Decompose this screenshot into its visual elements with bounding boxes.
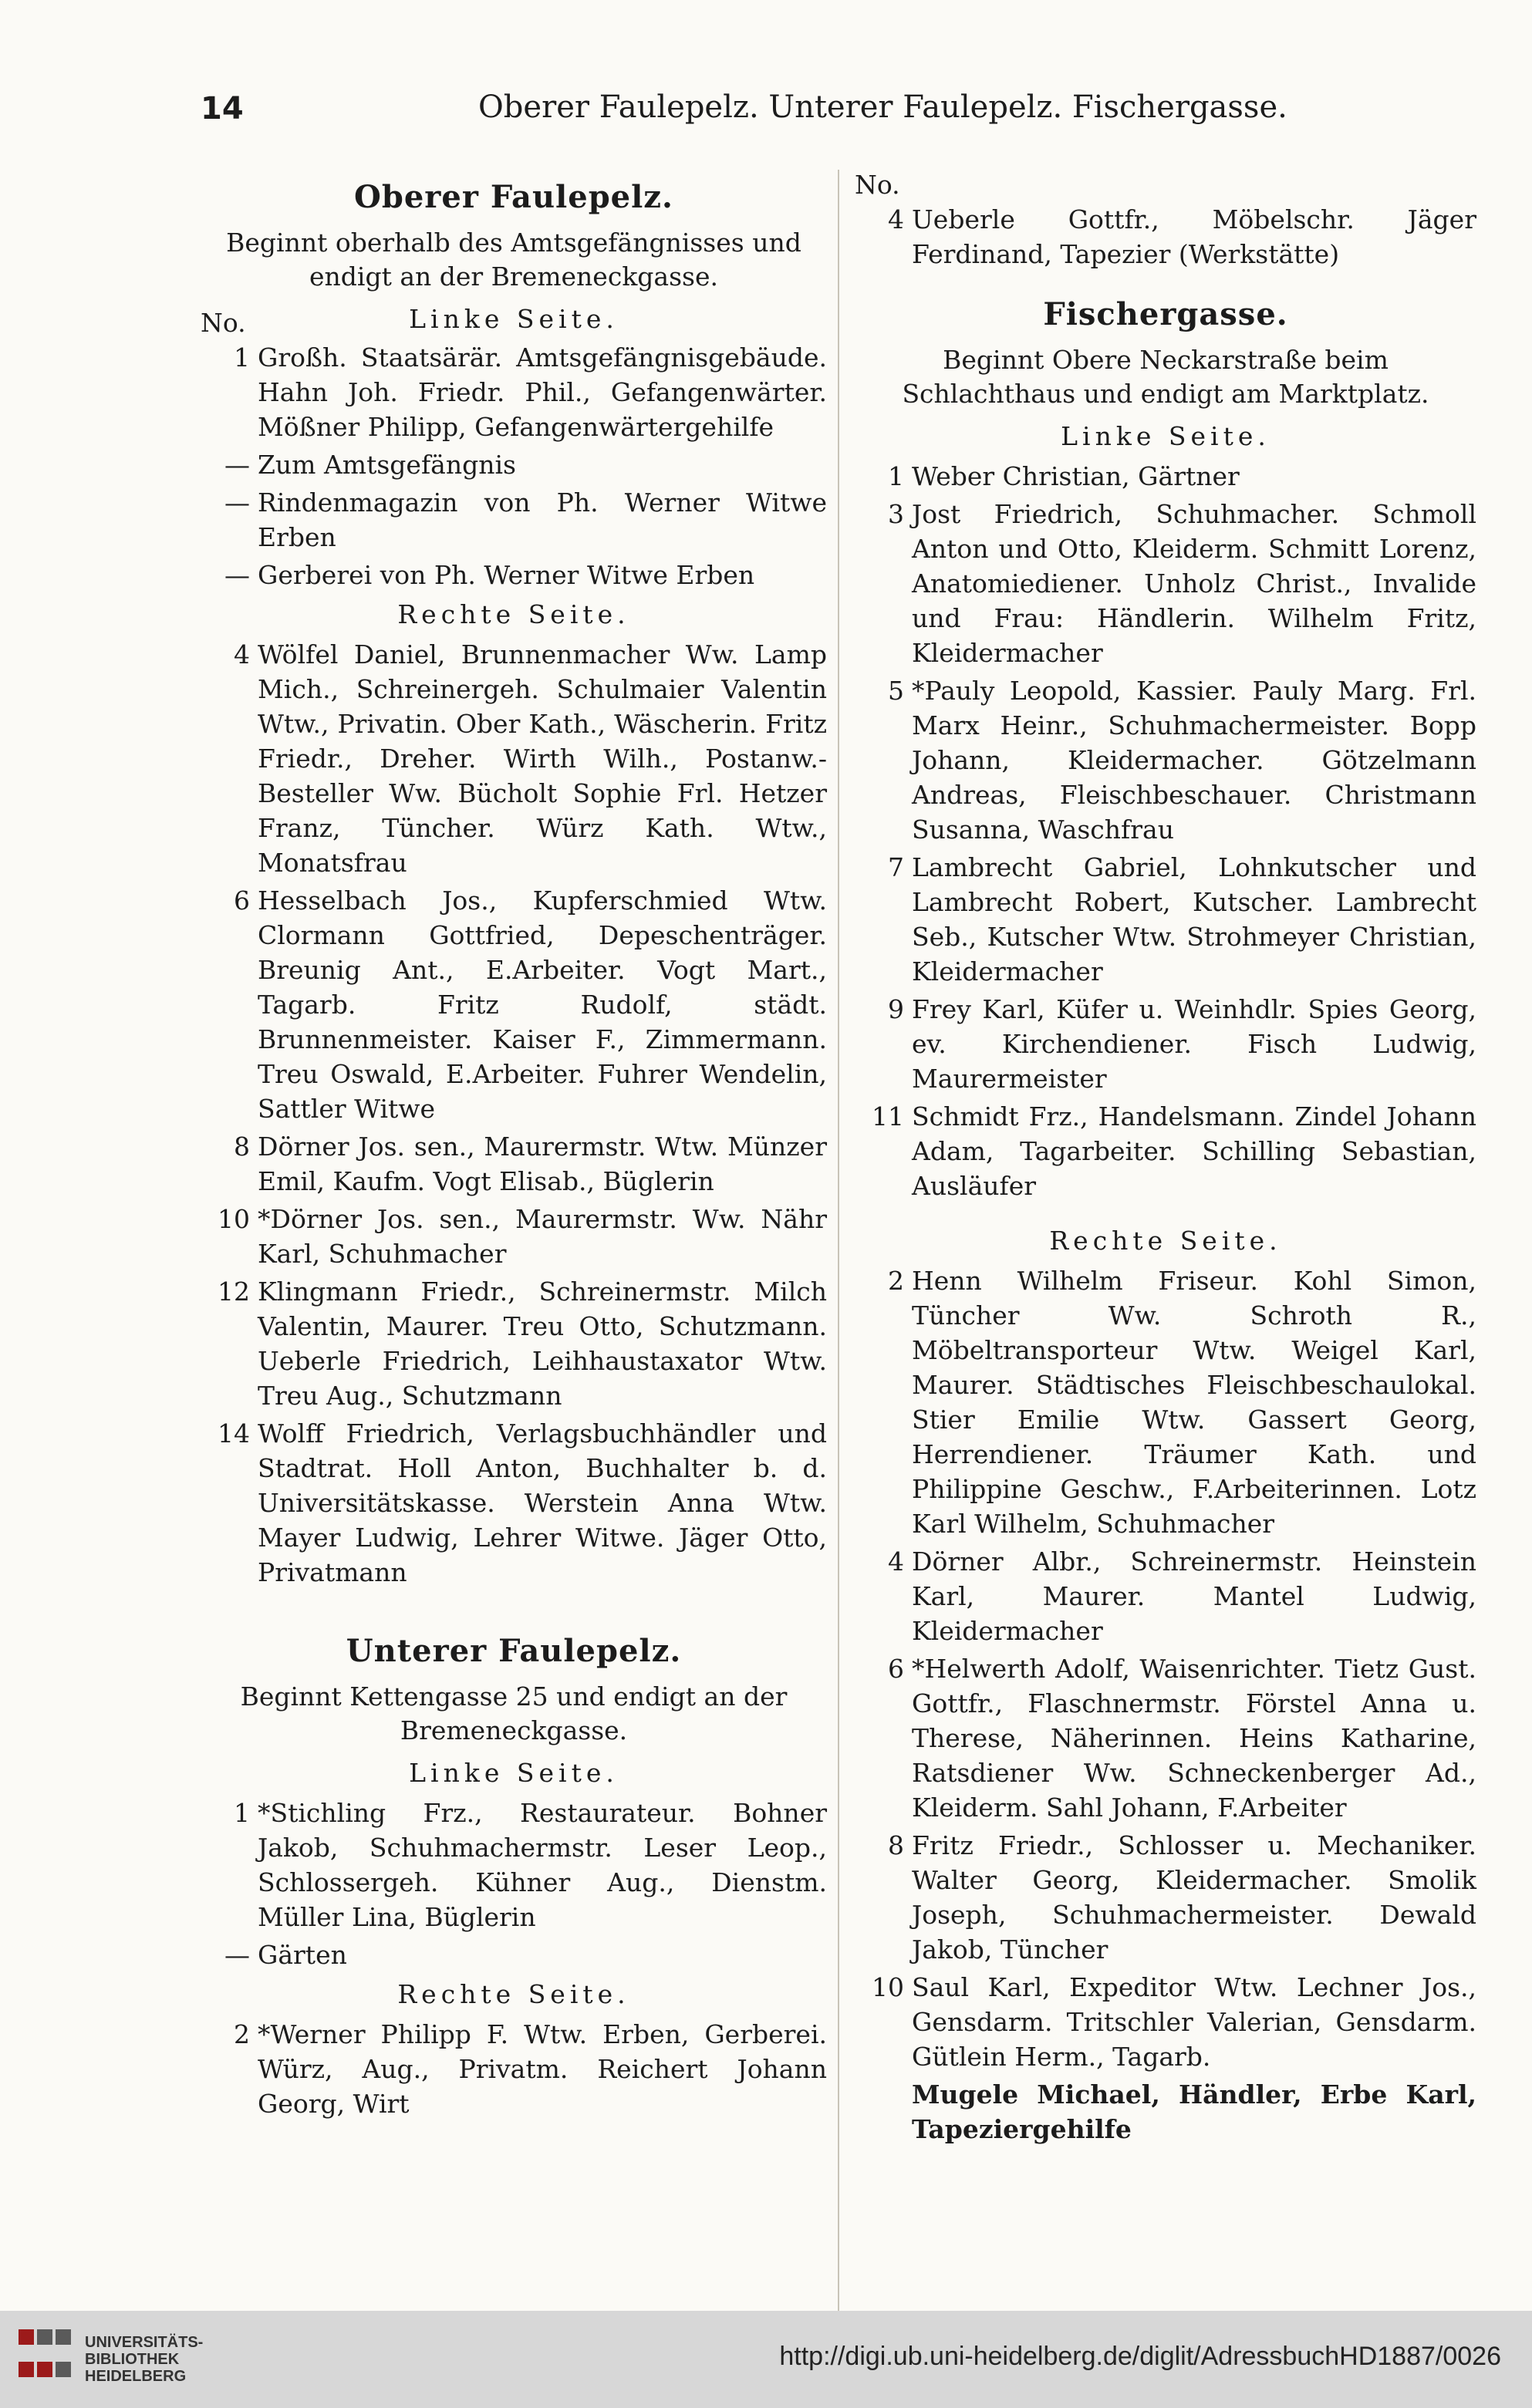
house-number: 8 (234, 1131, 250, 1162)
house-number: 11 (872, 1101, 904, 1131)
directory-entry (201, 1796, 827, 1934)
resident-listing: Rindenmagazin von Ph. Werner Witwe Erben (258, 487, 827, 552)
house-number: 4 (888, 1546, 904, 1577)
directory-entry (855, 1828, 1476, 1967)
entry-list (201, 1796, 827, 1972)
running-title: Oberer Faulepelz. Unterer Faulepelz. Fischergasse. (478, 89, 1287, 125)
directory-entry (201, 2017, 827, 2121)
house-number: 3 (888, 499, 904, 529)
source-url-link[interactable]: http://digi.ub.uni-heidelberg.de/diglit/AdressbuchHD1887/0026 (779, 2342, 1501, 2371)
resident-listing: Henn Wilhelm Friseur. Kohl Simon, Tüncher Ww. Schroth R., Möbeltransporteur Wtw. Weigel Karl, Maurer. Städtisches Fleischbeschaulokal. Stier Emilie Wtw. Gassert Georg, Herrendiener. Träumer Kath. und Philippine Geschw., F.Arbeiterinnen. Lotz Karl Wilhelm, Schuhmacher (912, 1266, 1476, 1539)
entry-list (201, 637, 827, 1590)
side-heading-links: Linke Seite. (409, 1758, 619, 1788)
house-number: 12 (218, 1277, 250, 1307)
side-heading-links: Linke Seite. (409, 304, 619, 334)
resident-listing: Fritz Friedr., Schlosser u. Mechaniker. Walter Georg, Kleidermacher. Smolik Joseph, Schuhmachermeister. Dewald Jakob, Tüncher (912, 1830, 1476, 1965)
directory-entry (201, 637, 827, 880)
directory-entry (201, 1129, 827, 1199)
number-column-label: No. (201, 308, 246, 338)
resident-listing: Gärten (258, 1940, 347, 1970)
house-number: 7 (888, 852, 904, 882)
resident-listing: Lambrecht Gabriel, Lohnkutscher und Lambrecht Robert, Kutscher. Lambrecht Seb., Kutscher Wtw. Strohmeyer Christian, Kleidermacher (912, 852, 1476, 986)
resident-listing: Mugele Michael, Händler, Erbe Karl, Tapeziergehilfe (912, 2079, 1476, 2144)
resident-listing: *Helwerth Adolf, Waisenrichter. Tietz Gust. Gottfr., Flaschnermstr. Förstel Anna u. Therese, Näherinnen. Heins Katharine, Ratsdiener Ww. Schneckenberger Ad., Kleiderm. Sahl Johann, F.Arbeiter (912, 1654, 1476, 1823)
directory-entry (855, 992, 1476, 1096)
directory-entry (855, 459, 1476, 494)
entry-list (201, 2017, 827, 2121)
library-logo-icon (19, 2329, 73, 2391)
directory-entry (201, 447, 827, 482)
house-number: 1 (888, 461, 904, 491)
house-number: 9 (888, 994, 904, 1024)
directory-entry (855, 1544, 1476, 1648)
street-description: Beginnt Obere Neckarstraße beim Schlachthaus und endigt am Marktplatz. (902, 345, 1429, 409)
directory-entry (201, 1416, 827, 1590)
directory-entry (855, 497, 1476, 670)
house-number: 10 (872, 1972, 904, 2002)
resident-listing: Dörner Albr., Schreinermstr. Heinstein Karl, Maurer. Mantel Ludwig, Kleidermacher (912, 1546, 1476, 1646)
resident-listing: Weber Christian, Gärtner (912, 461, 1240, 491)
side-heading-row (201, 303, 827, 340)
page-header (154, 77, 1409, 139)
page-number: 14 (201, 91, 244, 126)
house-number: 8 (888, 1830, 904, 1860)
resident-listing: *Stichling Frz., Restaurateur. Bohner Jakob, Schuhmachermstr. Leser Leop., Schlossergeh. Kühner Aug., Dienstm. Müller Lina, Büglerin (258, 1798, 827, 1932)
left-column (201, 170, 827, 2124)
house-number: 4 (888, 204, 904, 234)
resident-listing: Dörner Jos. sen., Maurermstr. Wtw. Münzer Emil, Kaufm. Vogt Elisab., Büglerin (258, 1131, 827, 1196)
directory-entry (855, 1263, 1476, 1541)
street-title-oberer-faulepelz: Oberer Faulepelz. (354, 179, 673, 215)
resident-listing: Schmidt Frz., Handelsmann. Zindel Johann Adam, Tagarbeiter. Schilling Sebastian, Ausläufer (912, 1101, 1476, 1201)
library-name: UNIVERSITÄTS- BIBLIOTHEK HEIDELBERG (85, 2334, 204, 2385)
street-description: Beginnt Kettengasse 25 und endigt an der Bremeneckgasse. (240, 1681, 788, 1745)
house-number: — (224, 487, 250, 518)
house-number: — (224, 1940, 250, 1970)
side-heading-rechts: Rechte Seite. (1049, 1226, 1282, 1256)
directory-entry (201, 883, 827, 1126)
house-number: 1 (234, 342, 250, 373)
footer-bar (0, 2311, 1532, 2408)
directory-entry (855, 673, 1476, 847)
resident-listing: Ueberle Gottfr., Möbelschr. Jäger Ferdinand, Tapezier (Werkstätte) (912, 204, 1476, 269)
directory-entry (855, 202, 1476, 271)
resident-listing: Saul Karl, Expeditor Wtw. Lechner Jos., Gensdarm. Tritschler Valerian, Gensdarm. Gütlein Herm., Tagarb. (912, 1972, 1476, 2072)
right-column (855, 170, 1476, 2150)
directory-entry (855, 1970, 1476, 2074)
directory-entry (201, 1938, 827, 1972)
house-number: 6 (234, 885, 250, 916)
entry-list (855, 459, 1476, 1203)
directory-entry (201, 340, 827, 444)
entry-list (201, 340, 827, 592)
resident-listing: Gerberei von Ph. Werner Witwe Erben (258, 560, 755, 590)
house-number: 6 (888, 1654, 904, 1684)
directory-entry (855, 2077, 1476, 2147)
entry-list (855, 1263, 1476, 2147)
side-heading-links: Linke Seite. (1061, 421, 1270, 451)
street-description: Beginnt oberhalb des Amtsgefängnisses und endigt an der Bremeneckgasse. (226, 228, 801, 292)
entry-list (855, 202, 1476, 271)
house-number: 1 (234, 1798, 250, 1828)
street-title-unterer-faulepelz: Unterer Faulepelz. (346, 1633, 682, 1669)
resident-listing: Klingmann Friedr., Schreinermstr. Milch Valentin, Maurer. Treu Otto, Schutzmann. Ueberle Friedrich, Leihhaustaxator Wtw. Treu Aug., Schutzmann (258, 1277, 827, 1411)
directory-entry (201, 1274, 827, 1413)
side-heading-rechts: Rechte Seite. (397, 1979, 630, 2009)
house-number: 2 (888, 1266, 904, 1296)
house-number: 2 (234, 2019, 250, 2049)
house-number: 10 (218, 1204, 250, 1234)
resident-listing: *Pauly Leopold, Kassier. Pauly Marg. Frl. Marx Heinr., Schuhmachermeister. Bopp Johann, Kleidermacher. Götzelmann Andreas, Fleischbeschauer. Christmann Susanna, Waschfrau (912, 676, 1476, 845)
house-number: — (224, 450, 250, 480)
resident-listing: Zum Amtsgefängnis (258, 450, 516, 480)
number-column-label: No. (855, 170, 900, 200)
resident-listing: *Werner Philipp F. Wtw. Erben, Gerberei. Würz, Aug., Privatm. Reichert Johann Georg, Wirt (258, 2019, 827, 2119)
directory-entry (201, 1202, 827, 1271)
directory-entry (855, 1651, 1476, 1825)
house-number: 4 (234, 639, 250, 669)
directory-entry (201, 558, 827, 592)
resident-listing: Hesselbach Jos., Kupferschmied Wtw. Clormann Gottfried, Depeschenträger. Breunig Ant., E.Arbeiter. Vogt Mart., Tagarb. Fritz Rudolf, städt. Brunnenmeister. Kaiser F., Zimmermann. Treu Oswald, E.Arbeiter. Fuhrer Wendelin, Sattler Witwe (258, 885, 827, 1124)
resident-listing: *Dörner Jos. sen., Maurermstr. Ww. Nähr Karl, Schuhmacher (258, 1204, 827, 1269)
directory-entry (855, 850, 1476, 989)
side-heading-rechts: Rechte Seite. (397, 599, 630, 629)
resident-listing: Jost Friedrich, Schuhmacher. Schmoll Anton und Otto, Kleiderm. Schmitt Lorenz, Anatomiediener. Unholz Christ., Invalide und Frau: Händlerin. Wilhelm Fritz, Kleidermacher (912, 499, 1476, 668)
resident-listing: Großh. Staatsärär. Amtsgefängnisgebäude. Hahn Joh. Friedr. Phil., Gefangenwärter. Mößner Philipp, Gefangenwärtergehilfe (258, 342, 827, 442)
resident-listing: Wolff Friedrich, Verlagsbuchhändler und Stadtrat. Holl Anton, Buchhalter b. d. Universitätskasse. Werstein Anna Wtw. Mayer Ludwig, Lehrer Witwe. Jäger Otto, Privatmann (258, 1418, 827, 1587)
directory-entry (855, 1099, 1476, 1203)
column-divider (838, 170, 839, 2329)
resident-listing: Frey Karl, Küfer u. Weinhdlr. Spies Georg, ev. Kirchendiener. Fisch Ludwig, Maurermeister (912, 994, 1476, 1094)
street-title-fischergasse: Fischergasse. (1043, 296, 1288, 332)
house-number: 5 (888, 676, 904, 706)
house-number: — (224, 560, 250, 590)
resident-listing: Wölfel Daniel, Brunnenmacher Ww. Lamp Mich., Schreinergeh. Schulmaier Valentin Wtw., Privatin. Ober Kath., Wäscherin. Fritz Friedr., Dreher. Wirth Wilh., Postanw.-Besteller Ww. Bücholt Sophie Frl. Hetzer Franz, Tüncher. Würz Kath. Wtw., Monatsfrau (258, 639, 827, 878)
house-number: 14 (218, 1418, 250, 1449)
directory-entry (201, 485, 827, 555)
